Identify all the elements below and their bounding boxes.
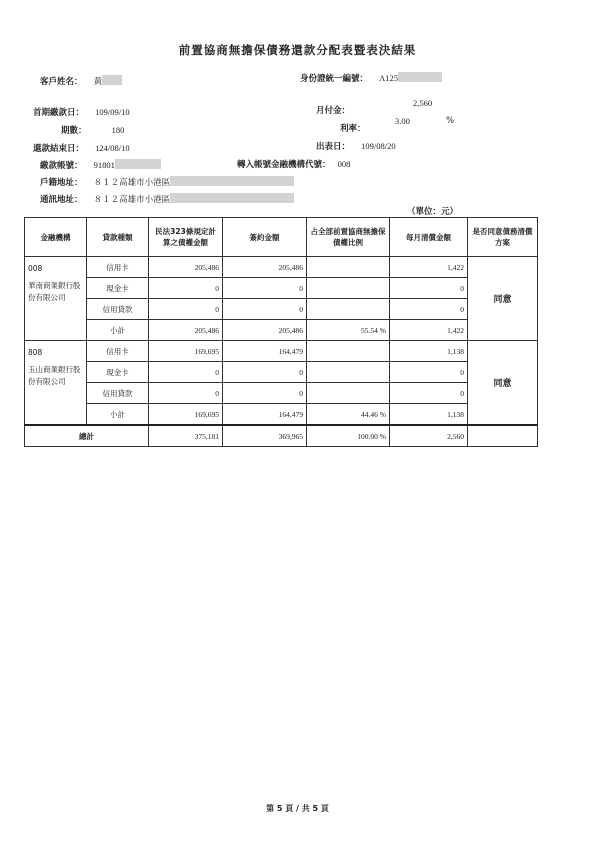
ratio-value: 44.46 [361, 409, 378, 419]
institution-cell [25, 257, 87, 341]
bank-code-value: 008 [337, 159, 351, 169]
monthly-pay-cell: 0 [390, 278, 468, 299]
monthly-pay-cell: 1,138 [390, 404, 468, 426]
bank-name: 華南商業銀行股份有限公司 [28, 281, 81, 302]
id-label: 身份證統一編號： [300, 74, 369, 84]
contract-amount-cell: 164,479 [223, 341, 307, 362]
civil-amount-cell: 0 [149, 278, 223, 299]
unit-note: （單位：元） [407, 207, 459, 217]
bank-code-label: 轉入帳號金融機構代號： [237, 160, 331, 170]
household-address-label: 戶籍地址： [40, 178, 83, 188]
ratio-cell [307, 341, 390, 362]
first-pay-row [33, 100, 130, 119]
monthly-pay-cell: 1,422 [390, 257, 468, 278]
bank-name: 玉山商業銀行股份有限公司 [28, 365, 81, 386]
agree-cell: 同意 [468, 341, 538, 426]
rate-unit: % [446, 116, 455, 126]
monthly-label: 月付金： [316, 106, 351, 116]
contract-amount-cell: 0 [223, 362, 307, 383]
customer-name-label: 客戶姓名： [40, 77, 83, 87]
loan-type-cell: 信用卡 [87, 257, 149, 278]
household-address-value: ８１２高雄市小港區 [93, 177, 171, 187]
contract-amount-cell: 164,479 [223, 404, 307, 426]
table-row [25, 278, 538, 299]
rate-label: 利率： [340, 124, 366, 134]
redaction-mask [170, 176, 294, 186]
document-title: 前置協商無擔保債務還款分配表暨表決結果 [178, 43, 417, 57]
bank-code: 808 [28, 348, 43, 357]
bank-code-row [237, 152, 350, 171]
id-row [300, 66, 442, 85]
header-institution: 金融機構 [25, 218, 87, 257]
table-row [25, 299, 538, 320]
out-date-row [316, 134, 396, 153]
end-date-value: 124/08/10 [95, 143, 130, 153]
agree-cell: 同意 [468, 257, 538, 341]
ratio-cell [307, 299, 390, 320]
total-agree-cell [468, 425, 538, 447]
loan-type-cell: 現金卡 [87, 362, 149, 383]
monthly-pay-cell: 0 [390, 362, 468, 383]
contract-amount-cell: 0 [223, 383, 307, 404]
periods-label: 期數： [61, 126, 87, 136]
civil-amount-cell: 205,486 [149, 257, 223, 278]
header-civil-amount: 民法323條規定計算之債權金額 [149, 218, 223, 257]
redaction-mask [115, 159, 161, 169]
institution-cell [25, 341, 87, 426]
total-contract-amount: 369,965 [223, 425, 307, 447]
table-row [25, 383, 538, 404]
ratio-cell [307, 362, 390, 383]
civil-amount-cell: 205,486 [149, 320, 223, 341]
rate-value: 3.00 [395, 116, 410, 126]
table-row [25, 341, 538, 362]
customer-name-row [40, 69, 122, 88]
monthly-row [316, 98, 350, 117]
contract-amount-cell: 0 [223, 278, 307, 299]
civil-amount-cell: 0 [149, 362, 223, 383]
periods-row [61, 118, 124, 137]
civil-amount-cell: 0 [149, 299, 223, 320]
mail-address-label: 通訊地址： [40, 195, 83, 205]
total-monthly-pay: 2,560 [390, 425, 468, 447]
customer-name-value: 黃 [93, 76, 103, 86]
loan-type-cell: 現金卡 [87, 278, 149, 299]
ratio-cell [307, 383, 390, 404]
redaction-mask [102, 75, 122, 85]
header-monthly-pay: 每月清償金額 [390, 218, 468, 257]
ratio-unit: % [379, 409, 386, 419]
civil-amount-cell: 0 [149, 383, 223, 404]
civil-amount-cell: 169,695 [149, 404, 223, 426]
header-contract-amount: 簽約金額 [223, 218, 307, 257]
ratio-cell [307, 404, 390, 426]
repayment-table [24, 217, 538, 447]
monthly-pay-cell: 0 [390, 299, 468, 320]
total-label: 總計 [25, 425, 149, 447]
ratio-cell [307, 278, 390, 299]
subtotal-row [25, 404, 538, 426]
redaction-mask [398, 72, 442, 82]
loan-type-cell: 信用卡 [87, 341, 149, 362]
loan-type-cell: 信用貸款 [87, 299, 149, 320]
ratio-unit: % [379, 431, 386, 441]
account-label: 繳款帳號： [40, 161, 83, 171]
ratio-cell [307, 257, 390, 278]
monthly-value: 2,560 [413, 98, 433, 108]
loan-type-cell: 信用貸款 [87, 383, 149, 404]
ratio-cell [307, 320, 390, 341]
subtotal-row [25, 320, 538, 341]
ratio-value: 55.54 [361, 325, 378, 335]
mail-address-value: ８１２高雄市小港區 [93, 194, 171, 204]
loan-type-cell: 小計 [87, 320, 149, 341]
monthly-pay-cell: 0 [390, 383, 468, 404]
contract-amount-cell: 205,486 [223, 257, 307, 278]
redaction-mask [170, 193, 294, 203]
periods-value: 180 [111, 125, 125, 135]
header-loan-type: 貸款種類 [87, 218, 149, 257]
id-value: A125 [379, 73, 398, 83]
bank-code: 008 [28, 264, 43, 273]
account-value: 91801 [93, 160, 115, 170]
loan-type-cell: 小計 [87, 404, 149, 426]
header-agree-plan: 是否同意債務清償方案 [468, 218, 538, 257]
ratio-unit: % [379, 325, 386, 335]
rate-label-wrap [340, 116, 366, 135]
total-ratio [307, 425, 390, 447]
contract-amount-cell: 205,486 [223, 320, 307, 341]
mail-address-row [40, 187, 294, 206]
page-info: 第 5 頁 / 共 5 頁 [266, 804, 329, 813]
out-date-label: 出表日： [316, 142, 351, 152]
first-pay-label: 首期繳款日： [33, 108, 85, 118]
table-row [25, 257, 538, 278]
ratio-value: 100.00 [357, 431, 378, 441]
monthly-pay-cell: 1,138 [390, 341, 468, 362]
civil-amount-cell: 169,695 [149, 341, 223, 362]
total-row [25, 425, 538, 447]
out-date-value: 109/08/20 [361, 141, 396, 151]
table-row [25, 362, 538, 383]
total-civil-amount: 375,181 [149, 425, 223, 447]
table-header-row [25, 218, 538, 257]
first-pay-value: 109/09/10 [95, 107, 130, 117]
monthly-pay-cell: 1,422 [390, 320, 468, 341]
end-date-label: 還款結束日： [33, 144, 85, 154]
header-ratio: 占全部前置協商無擔保債權比例 [307, 218, 390, 257]
contract-amount-cell: 0 [223, 299, 307, 320]
